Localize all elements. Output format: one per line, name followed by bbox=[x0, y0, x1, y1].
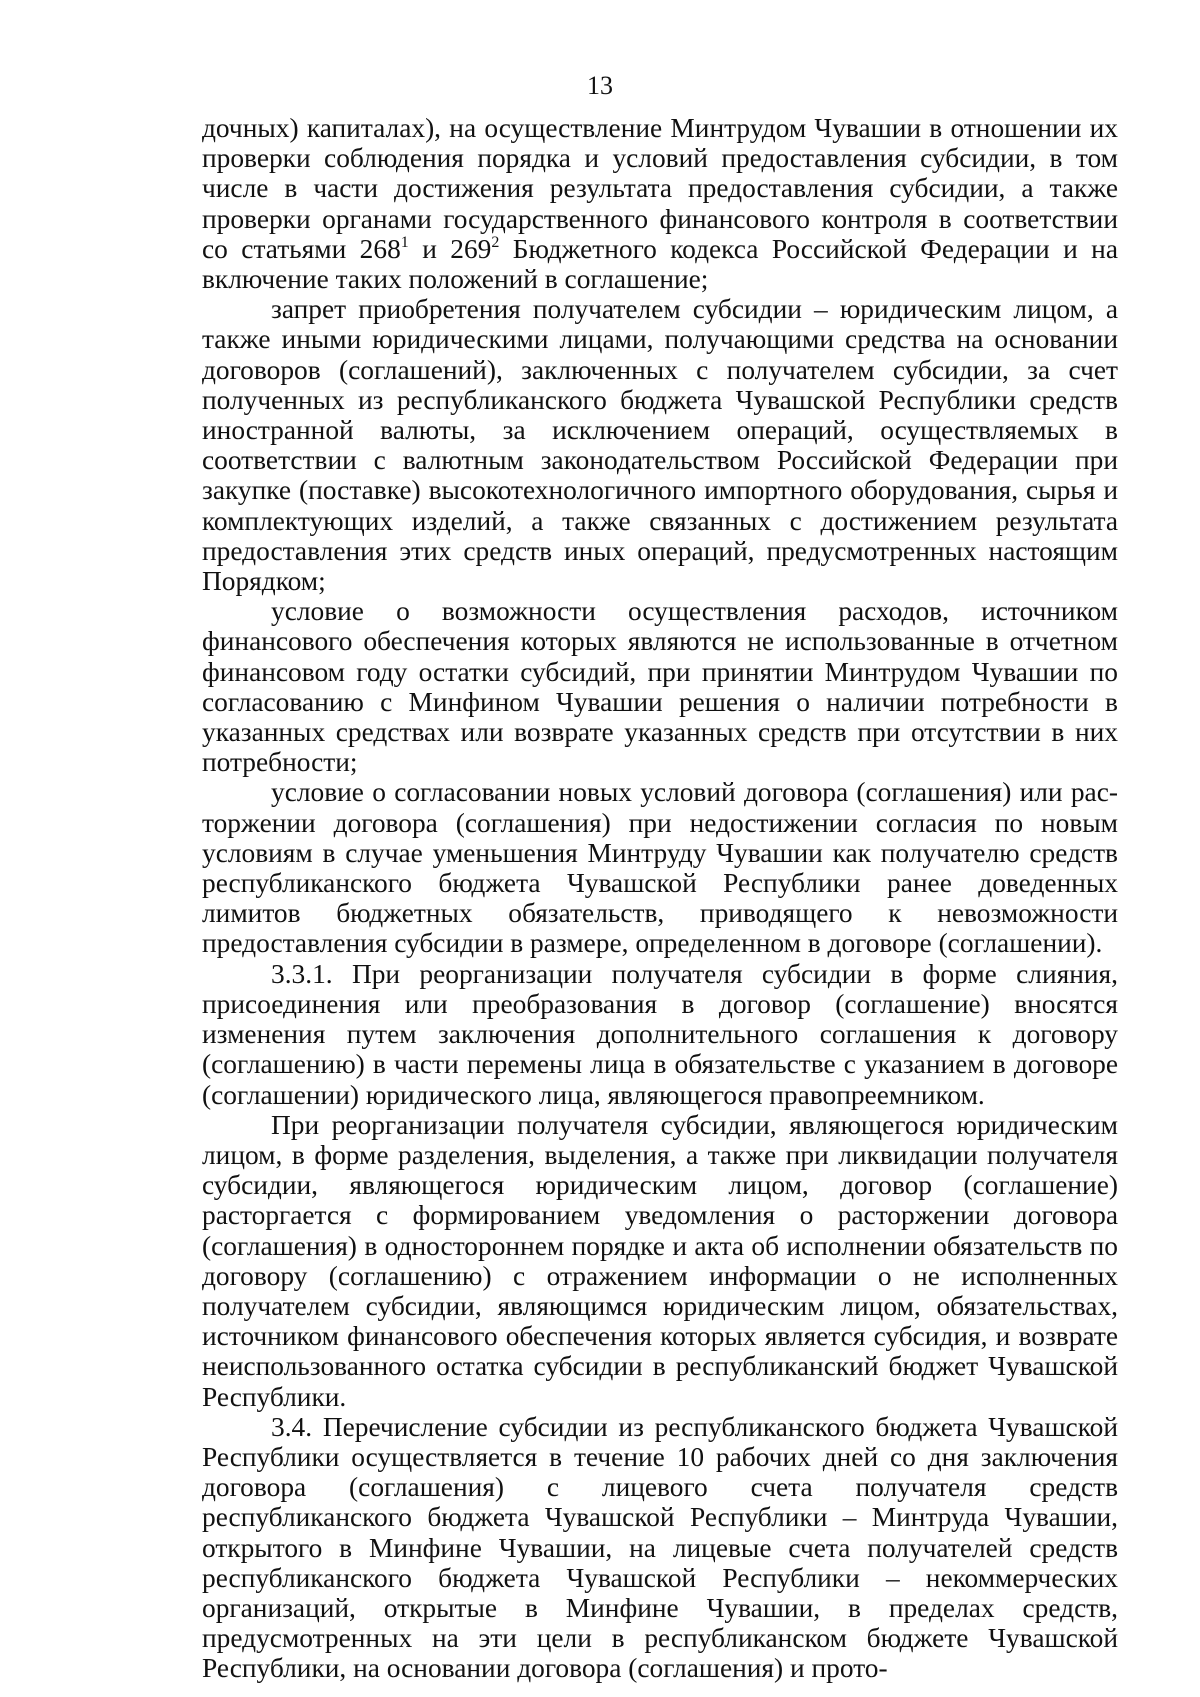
paragraph bbox=[202, 1412, 1118, 1684]
paragraph-text: Бюджетного кодекса Российской Федерации и на включение таких положений в соглашение; bbox=[202, 233, 1118, 295]
superscript: 1 bbox=[400, 233, 409, 251]
paragraph-text: и 269 bbox=[408, 233, 492, 264]
paragraph bbox=[202, 113, 1118, 294]
paragraph bbox=[202, 777, 1118, 958]
paragraph-text: условие о возможности осуществления расходов, источником финансового обеспечения которых являются не использованные в отчетном финансовом году остатки субсидий, при принятии Минтрудом Чувашии по согласованию с Минфином Чувашии решения о наличии потребности в указанных средствах или возврате указанных средств при отсутствии в них потребности; bbox=[202, 596, 1118, 778]
paragraph-text: 3.4. Перечисление субсидии из республиканского бюджета Чувашской Республики осуществляется в течение 10 рабочих дней со дня заключения договора (соглашения) с лицевого счета получателя средств республиканского бюджета Чувашской Республики – Минтруда Чувашии, открытого в Минфине Чувашии, на лицевые счета получателей средств республиканского бюджета Чувашской Республики – некоммерческих организаций, открытые в Минфине Чувашии, в пределах средств, предусмотренных на эти цели в республиканском бюджете Чувашской Республики, на основании договора (соглашения) и прото- bbox=[202, 1411, 1118, 1684]
paragraph-text: дочных) капиталах), на осуществление Минтрудом Чувашии в отношении их проверки соблюдения порядка и условий предоставления субсидии, в том числе в части достижения результата предоставления субсидии, а также проверки органами государственного финансового контроля в соответствии со статьями 268 bbox=[202, 113, 1118, 264]
paragraph-text: При реорганизации получателя субсидии, являющегося юридическим лицом, в форме разделения, выделения, а также при ликвидации получателя субсидии, являющегося юридическим лицом, договор (соглашение) расторгается с формированием уведомления о расторжении договора (соглашения) в одностороннем порядке и акта об исполнении обязательств по договору (соглашению) с отражением информации о не исполненных получателем субсидии, являющимся юридическим лицом, обязательствах, источником финансового обеспечения которых является субсидия, и возврате неиспользованного остатка субсидии в республиканский бюджет Чувашской Республики. bbox=[202, 1109, 1118, 1412]
superscript: 2 bbox=[491, 233, 500, 251]
paragraph-text: запрет приобретения получателем субсидии – юридическим лицом, а также иными юридическими лицами, получающими средства на основании договоров (соглашений), заключенных с получателем субсидии, за счет полученных из республиканского бюджета Чувашской Республики средств иностранной валюты, за исключением операций, осуществляемых в соответствии с валютным законодательством Российской Федерации при закупке (поставке) высокотехнологичного импортного оборудования, сырья и комплектующих изделий, а также связанных с достижением результата предоставления этих средств иных операций, предусмотренных настоящим Порядком; bbox=[202, 294, 1118, 597]
paragraph bbox=[202, 1110, 1118, 1412]
page-number: 13 bbox=[587, 71, 613, 100]
paragraph bbox=[202, 596, 1118, 777]
paragraph bbox=[202, 294, 1118, 596]
document-body bbox=[202, 113, 1118, 1684]
paragraph-text: 3.3.1. При реорганизации получателя субсидии в форме слияния, присоединения или преобразования в договор (соглашение) вносятся изменения путем заключения дополнительного соглашения к договору (соглашению) в части перемены лица в обязательстве с указанием в договоре (соглашении) юридического лица, являющегося правопреемником. bbox=[202, 958, 1118, 1110]
paragraph-text: условие о согласовании новых условий договора (соглашения) или расторжении договора (соглашения) при недостижении согласия по новым условиям в случае уменьшения Минтруду Чувашии как получателю средств республиканского бюджета Чувашской Республики ранее доведенных лимитов бюджетных обязательств, приводящего к невозможности предоставления субсидии в размере, определенном в договоре (соглашении). bbox=[202, 777, 1118, 959]
paragraph bbox=[202, 959, 1118, 1110]
